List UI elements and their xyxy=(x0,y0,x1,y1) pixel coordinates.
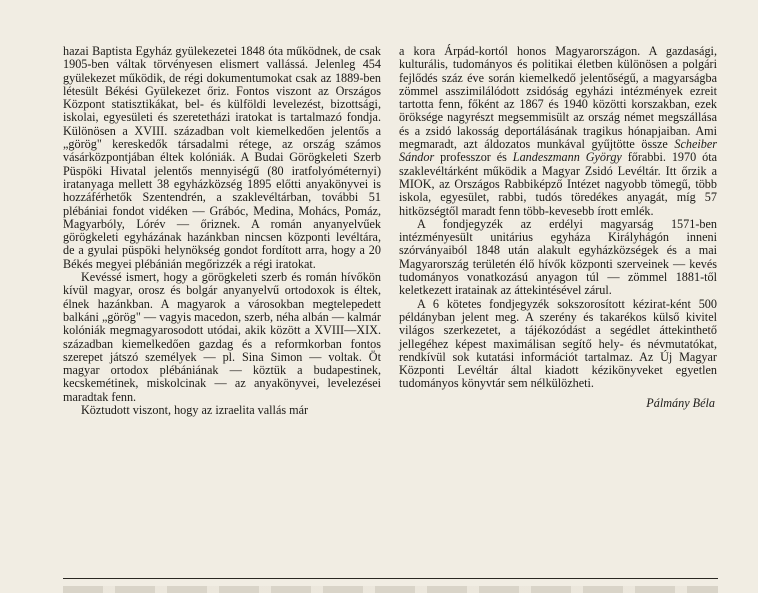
cut-off-next-line xyxy=(63,586,718,593)
right-paragraph-1 xyxy=(399,45,717,218)
right-column xyxy=(399,45,717,410)
left-paragraph-1: hazai Baptista Egyház gyülekezetei 1848 óta működnek, de csak 1905-ben váltak törvényesen elismert vallássá. Jelenleg 454 gyülekezet működik, de régi dokumentumokat csak az 1889-ben létesült Békési Gyülekezet őriz. Fontos viszont az Országos Központ statisztikákat, bel- és külföldi levelezést, bizottsági, iskolai, egyesületi és szeretetházi iratokat is tartalmazó fondja. Különösen a XVIII. században volt kiemelkedően jelentős a „görög" kereskedők társadalmi rétege, az ország számos vásárközpontjában éltek kolóniák. A Budai Görögkeleti Szerb Püspöki Hivatal jelentős mennyiségű (80 iratfolyóméternyi) iratanyaga mellett 38 egyházközség 1895 előtti anyakönyvei is hozzáférhetők Szentendrén, a szaklevéltárban, további 51 plébániai fondot vidéken — Grábóc, Medina, Mohács, Pomáz, Magyarbóly, Lórév — őriznek. A román anyanyelvűek görögkeleti egyházának hazánkban nincsen központi levéltára, de a gyulai püspöki helynökség gondot fordított arra, hogy a 20 Békés megyei plébánián megőrizzék a régi iratokat. xyxy=(63,44,381,271)
right-paragraph-2: A fondjegyzék az erdélyi magyarság 1571-ben intézményesült unitárius egyháza Királyhágón inneni szórványaiból 1848 után alakult egyházközségek és a mai Magyarország területén élő hívők központi szerveinek — kevés tudományos vonatkozású anyagon túl — zömmel 1881-től keletkezett iratainak az áttekintésével zárul. xyxy=(399,216,717,298)
left-paragraph-3: Köztudott viszont, hogy az izraelita vallás már xyxy=(81,403,309,418)
bottom-rule xyxy=(63,578,718,579)
author-signature: Pálmány Béla xyxy=(646,395,715,410)
right-paragraph-1-text-a: a kora Árpád-kortól honos Magyarországon. A gazdasági, kulturális, tudományos és politikai életben különösen a polgári fejlődés száz éve során kiemelkedő jelentőségű, a magyarságba zömmel asszimilálódott zsidóság egyházi intézmények ezreit tartotta fenn, főként az 1867 és 1940 közötti korszakban, ezek öröksége nagyrészt megsemmisült az ország német megszállása és a zsidó lakosság deportálásának tragikus hónapjaiban. Ami megmaradt, azt áldozatos munkával gyűjtötte össze xyxy=(399,44,717,152)
right-paragraph-3: A 6 kötetes fondjegyzék sokszorosított kézirat-ként 500 példányban jelent meg. A szerény és takarékos külső kivitel világos szerkezetet, a tájékozódást a segédlet áttekinthető jellegéhez képest maximálisan segítő hely- és névmutatókat, rendkívül sok kutatási információt tartalmaz. Az Új Magyar Központi Levéltár által kiadott kézikönyveket egyetlen tudományos könyvtár sem nélkülözheti. xyxy=(399,296,717,391)
left-paragraph-2: Kevéssé ismert, hogy a görögkeleti szerb és román hívőkön kívül magyar, orosz és bolgár anyanyelvű ortodoxok is éltek, élnek hazánkban. A magyarok a városokban megtelepedett balkáni „görög" — vagyis macedon, szerb, néha albán — kalmár kolóniák megmagyarosodott utódai, akik között a XVIII—XIX. században kiemelkedően gazdag és a reformkorban fontos szerepet játszó személyek — pl. Sina Simon — voltak. Öt magyar ortodox plébániának — köztük a budapestinek, kecskemétinek, miskolcinak — az anyakönyvei, levelezései maradtak fenn. xyxy=(63,270,381,404)
right-paragraph-1-text-b: professzor és xyxy=(434,150,513,165)
author-name-scheiber: Scheiber Sándor xyxy=(399,137,717,165)
left-column xyxy=(63,45,381,417)
right-paragraph-1-text-c: főrabbi. 1970 óta szaklevéltárként működik a Magyar Zsidó Levéltár. Itt őrzik a MIOK, az Országos Rabbiképző Intézet nagyobb tömegű, több iskola, egyesület, rabbi, tudós töredékes anyagát, míg 57 hitközségtől maradt fenn több-kevesebb írott emlék. xyxy=(399,150,717,218)
author-name-landeszmann: Landeszmann György xyxy=(512,150,622,165)
